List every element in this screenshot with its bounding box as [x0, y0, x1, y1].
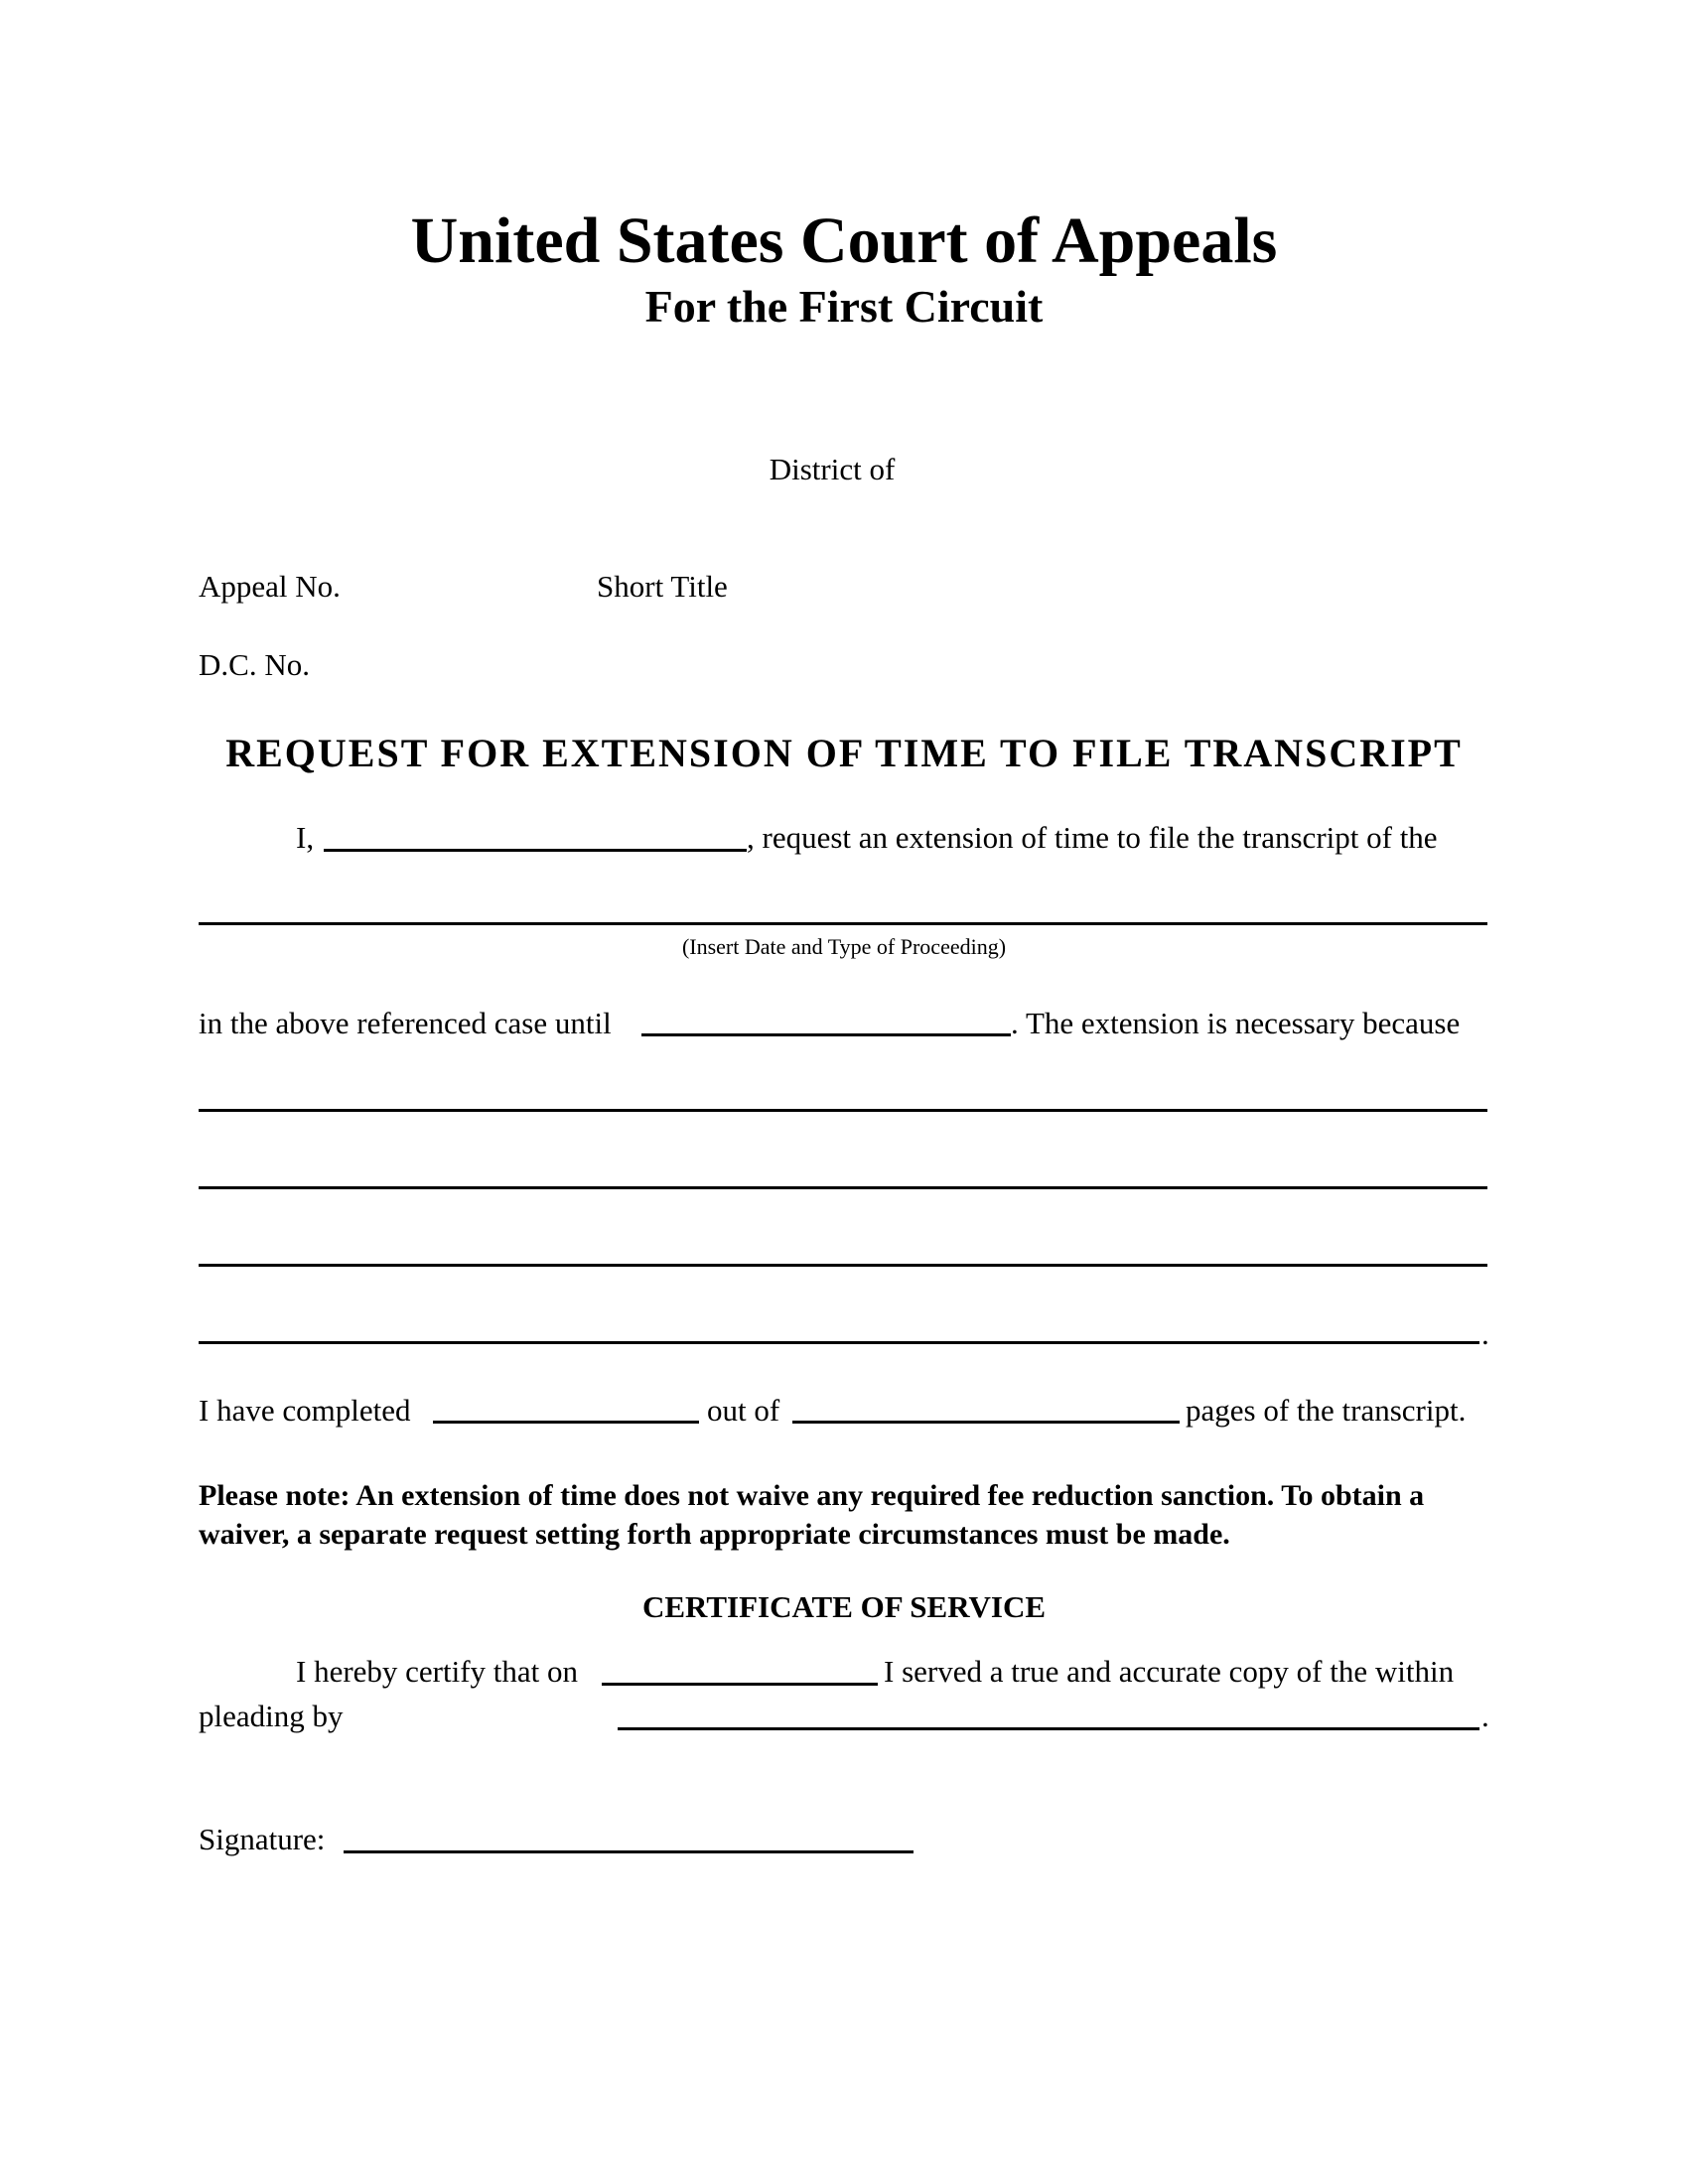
reason-line-2[interactable]: [199, 1186, 1487, 1189]
until-date-field[interactable]: [641, 1033, 1011, 1036]
certify-text: I hereby certify that on: [296, 1654, 579, 1689]
i-label: I,: [296, 820, 315, 855]
certificate-heading: CERTIFICATE OF SERVICE: [641, 1589, 1047, 1624]
completed-pages-field[interactable]: [433, 1421, 699, 1424]
district-label: District of: [769, 452, 896, 486]
served-text: I served a true and accurate copy of the within: [884, 1654, 1455, 1689]
court-title: United States Court of Appeals: [410, 205, 1278, 277]
completed-text: I have completed: [199, 1393, 411, 1428]
certificate-period: .: [1481, 1699, 1489, 1733]
proceeding-caption: (Insert Date and Type of Proceeding): [681, 934, 1007, 959]
pleading-text: pleading by: [199, 1699, 344, 1733]
fee-note: Please note: An extension of time does not waive any required fee reduction sanction. To obtain a waiver, a separate request setting forth appropriate circumstances must be made.: [199, 1479, 1425, 1551]
appeal-no-label: Appeal No.: [199, 569, 341, 604]
out-of-text: out of: [707, 1393, 780, 1428]
service-date-field[interactable]: [602, 1683, 878, 1686]
service-method-field[interactable]: [618, 1727, 1479, 1730]
reason-line-1[interactable]: [199, 1109, 1487, 1112]
proceeding-field[interactable]: [199, 922, 1487, 925]
reason-period: .: [1481, 1316, 1489, 1351]
requester-name-field[interactable]: [324, 849, 747, 852]
signature-label: Signature:: [199, 1822, 326, 1856]
dc-no-label: D.C. No.: [199, 647, 310, 682]
signature-field[interactable]: [344, 1850, 914, 1853]
until-text: in the above referenced case until: [199, 1006, 612, 1040]
circuit-subtitle: For the First Circuit: [644, 281, 1044, 332]
reason-line-4[interactable]: [199, 1341, 1479, 1344]
request-text: , request an extension of time to file the transcript of the: [747, 820, 1438, 855]
total-pages-field[interactable]: [792, 1421, 1180, 1424]
short-title-label: Short Title: [597, 569, 728, 604]
reason-line-3[interactable]: [199, 1264, 1487, 1267]
request-heading: REQUEST FOR EXTENSION OF TIME TO FILE TRANSCRIPT: [225, 731, 1463, 775]
pages-text: pages of the transcript.: [1186, 1393, 1467, 1428]
because-text: . The extension is necessary because: [1011, 1006, 1461, 1040]
